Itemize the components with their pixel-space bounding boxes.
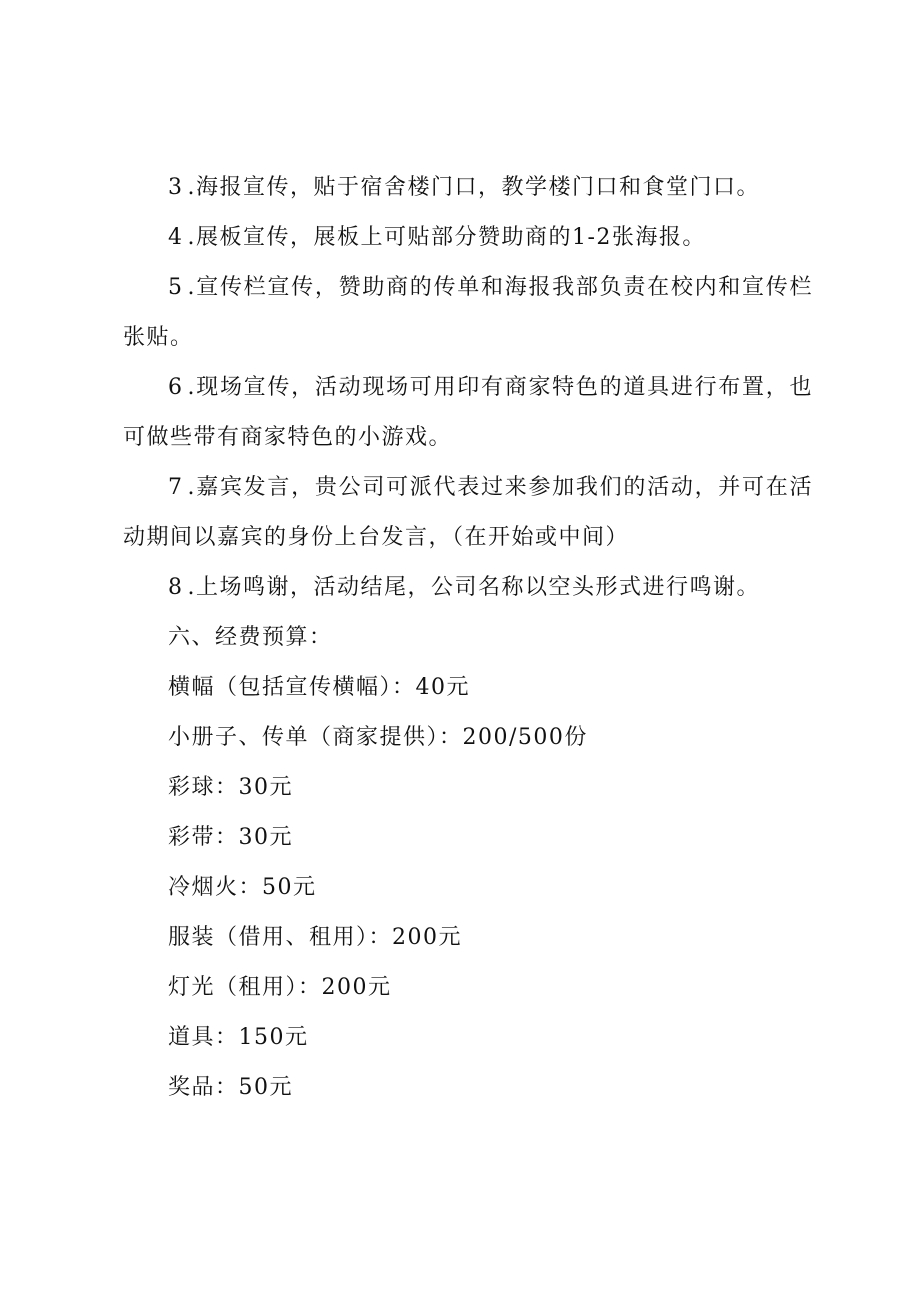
document-body xyxy=(123,163,813,1113)
budget-entry-brochure: 小册子、传单（商家提供）：200/500份 xyxy=(168,725,588,750)
budget-entry-ribbons: 彩带：30元 xyxy=(168,825,293,850)
budget-entry-balloons: 彩球：30元 xyxy=(168,775,293,800)
budget-entry-costumes: 服装（借用、租用）：200元 xyxy=(168,925,462,950)
item-number: 4 xyxy=(168,225,184,250)
item-text: .宣传栏宣传，赞助商的传单和海报我部负责在校内和宣传栏张贴。 xyxy=(123,275,813,350)
budget-heading: 六、经费预算： xyxy=(168,625,333,650)
list-item-4 xyxy=(123,213,813,263)
item-text: .嘉宾发言，贵公司可派代表过来参加我们的活动，并可在活动期间以嘉宾的身份上台发言，（在开始或中间） xyxy=(123,475,813,550)
budget-entry-prizes: 奖品：50元 xyxy=(168,1075,293,1100)
item-text: .现场宣传，活动现场可用印有商家特色的道具进行布置，也可做些带有商家特色的小游戏。 xyxy=(123,375,813,450)
budget-entry-props: 道具：150元 xyxy=(168,1025,309,1050)
list-item-6 xyxy=(123,363,813,463)
list-item-5 xyxy=(123,263,813,363)
list-item-7 xyxy=(123,463,813,563)
item-text: .上场鸣谢，活动结尾，公司名称以空头形式进行鸣谢。 xyxy=(187,575,760,600)
item-text: .海报宣传，贴于宿舍楼门口，教学楼门口和食堂门口。 xyxy=(187,175,760,200)
budget-entry-cold-fireworks: 冷烟火：50元 xyxy=(168,875,317,900)
budget-entry-banner: 横幅（包括宣传横幅）：40元 xyxy=(168,675,470,700)
item-number: 5 xyxy=(168,275,184,300)
item-number: 7 xyxy=(168,475,184,500)
item-number: 3 xyxy=(168,175,184,200)
item-number: 8 xyxy=(168,575,184,600)
budget-entry-lighting: 灯光（租用）：200元 xyxy=(168,975,392,1000)
item-text: .展板宣传，展板上可贴部分赞助商的1-2张海报。 xyxy=(187,225,706,250)
item-number: 6 xyxy=(168,375,184,400)
list-item-3 xyxy=(123,163,813,213)
list-item-8 xyxy=(123,563,813,613)
